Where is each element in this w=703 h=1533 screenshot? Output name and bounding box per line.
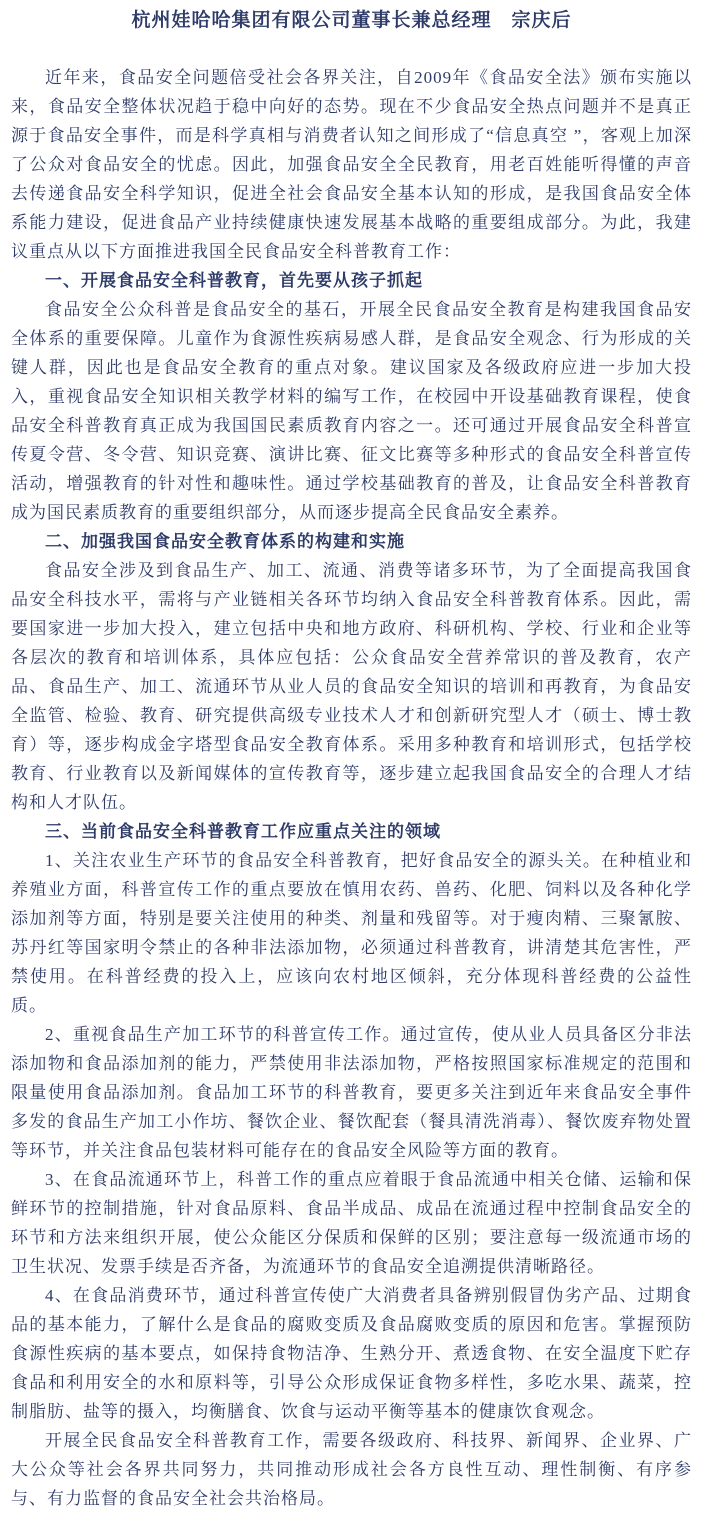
document-body: [11, 63, 692, 1513]
paragraph: 2、重视食品生产加工环节的科普宣传工作。通过宣传，使从业人员具备区分非法添加物和食品添加剂的能力，严禁使用非法添加物，严格按照国家标准规定的范围和限量使用食品添加剂。食品加工环节的科普教育，要更多关注到近年来食品安全事件多发的食品生产加工小作坊、餐饮企业、餐饮配套（餐具清洗消毒）、餐饮废弃物处置等环节，并关注食品包装材料可能存在的食品安全风险等方面的教育。: [11, 1025, 692, 1160]
section-heading: 一、开展食品安全科普教育，首先要从孩子抓起: [45, 271, 423, 290]
paragraph: 食品安全公众科普是食品安全的基石，开展全民食品安全教育是构建我国食品安全体系的重要保障。儿童作为食源性疾病易感人群，是食品安全观念、行为形成的关键人群，因此也是食品安全教育的重点对象。建议国家及各级政府应进一步加大投入，重视食品安全知识相关教学材料的编写工作，在校园中开设基础教育课程，使食品安全科普教育真正成为我国国民素质教育内容之一。还可通过开展食品安全科普宣传夏令营、冬令营、知识竞赛、演讲比赛、征文比赛等多种形式的食品安全科普宣传活动，增强教育的针对性和趣味性。通过学校基础教育的普及，让食品安全科普教育成为国民素质教育的重要组织部分，从而逐步提高全民食品安全素养。: [11, 300, 692, 522]
paragraph: 4、在食品消费环节，通过科普宣传使广大消费者具备辨别假冒伪劣产品、过期食品的基本能力，了解什么是食品的腐败变质及食品腐败变质的原因和危害。掌握预防食源性疾病的基本要点，如保持食物洁净、生熟分开、煮透食物、在安全温度下贮存食品和利用安全的水和原料等，引导公众形成保证食物多样性，多吃水果、蔬菜，控制脂肪、盐等的摄入，均衡膳食、饮食与运动平衡等基本的健康饮食观念。: [11, 1286, 692, 1421]
paragraph: 1、关注农业生产环节的食品安全科普教育，把好食品安全的源头关。在种植业和养殖业方面，科普宣传工作的重点要放在慎用农药、兽药、化肥、饲料以及各种化学添加剂等方面，特别是要关注使用的种类、剂量和残留等。对于瘦肉精、三聚氰胺、苏丹红等国家明令禁止的各种非法添加物，必须通过科普教育，讲清楚其危害性，严禁使用。在科普经费的投入上，应该向农村地区倾斜，充分体现科普经费的公益性质。: [11, 851, 692, 1015]
paragraph: 开展全民食品安全科普教育工作，需要各级政府、科技界、新闻界、企业界、广大公众等社会各界共同努力，共同推动形成社会各方良性互动、理性制衡、有序参与、有力监督的食品安全社会共治格局。: [11, 1431, 692, 1508]
document-title: 杭州娃哈哈集团有限公司董事长兼总经理 宗庆后: [131, 10, 572, 31]
section-heading: 二、加强我国食品安全教育体系的构建和实施: [45, 532, 405, 551]
paragraph: 3、在食品流通环节上，科普工作的重点应着眼于食品流通中相关仓储、运输和保鲜环节的控制措施，针对食品原料、食品半成品、成品在流通过程中控制食品安全的环节和方法来组织开展，使公众能区分保质和保鲜的区别；要注意每一级流通市场的卫生状况、发票手续是否齐备，为流通环节的食品安全追溯提供清晰路径。: [11, 1170, 692, 1276]
paragraph: 近年来，食品安全问题倍受社会各界关注，自2009年《食品安全法》颁布实施以来，食品安全整体状况趋于稳中向好的态势。现在不少食品安全热点问题并不是真正源于食品安全事件，而是科学真相与消费者认知之间形成了“信息真空 ”，客观上加深了公众对食品安全的忧虑。因此，加强食品安全全民教育，用老百姓能听得懂的声音去传递食品安全科学知识，促进全社会食品安全基本认知的形成，是我国食品安全体系能力建设，促进食品产业持续健康快速发展基本战略的重要组成部分。为此，我建议重点从以下方面推进我国全民食品安全科普教育工作：: [11, 68, 692, 261]
paragraph: 食品安全涉及到食品生产、加工、流通、消费等诸多环节，为了全面提高我国食品安全科技水平，需将与产业链相关各环节均纳入食品安全科普教育体系。因此，需要国家进一步加大投入，建立包括中央和地方政府、科研机构、学校、行业和企业等各层次的教育和培训体系，具体应包括：公众食品安全营养常识的普及教育，农产品、食品生产、加工、流通环节从业人员的食品安全知识的培训和再教育，为食品安全监管、检验、教育、研究提供高级专业技术人才和创新研究型人才（硕士、博士教育）等，逐步构成金字塔型食品安全教育体系。采用多种教育和培训形式，包括学校教育、行业教育以及新闻媒体的宣传教育等，逐步建立起我国食品安全的合理人才结构和人才队伍。: [11, 561, 692, 812]
section-heading: 三、当前食品安全科普教育工作应重点关注的领域: [45, 822, 441, 841]
